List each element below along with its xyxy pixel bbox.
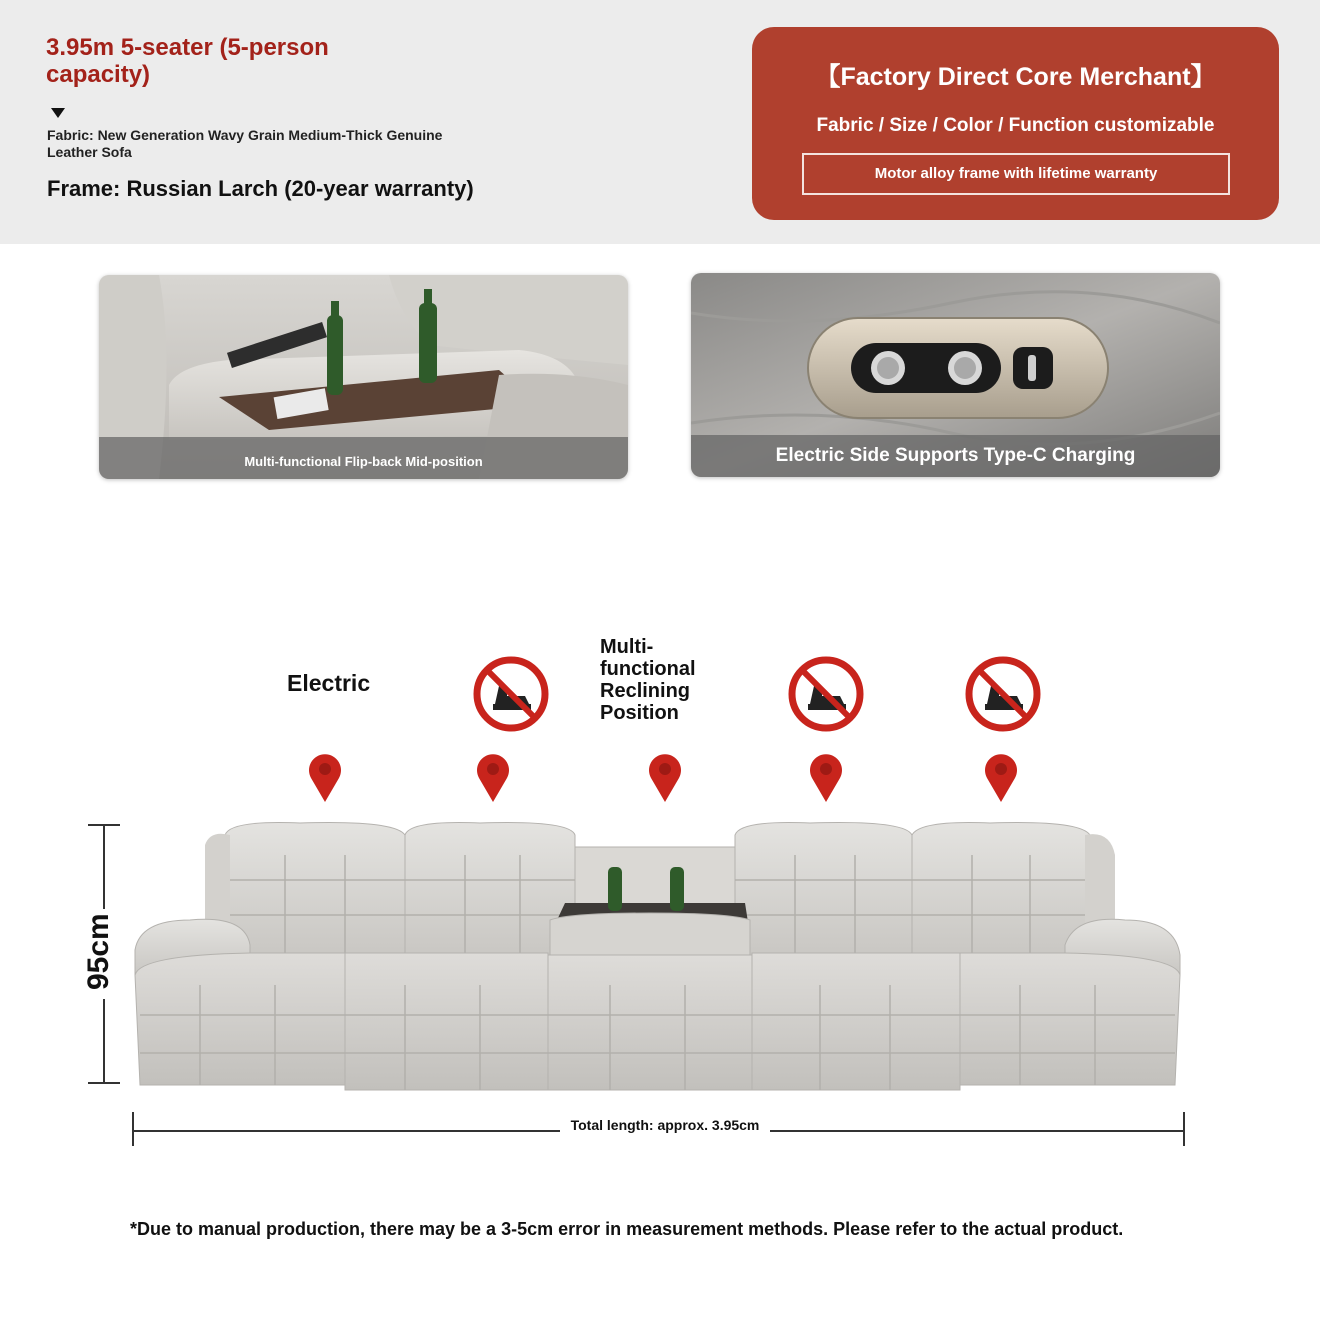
- map-pin-icon: [983, 750, 1019, 802]
- no-recline-icon: [788, 656, 864, 732]
- sofa-illustration: [130, 815, 1185, 1095]
- photo-caption: Multi-functional Flip-back Mid-position: [99, 437, 628, 479]
- no-recline-icon: [965, 656, 1041, 732]
- frame-description: Frame: Russian Larch (20-year warranty): [47, 176, 474, 201]
- map-pin-icon: [808, 750, 844, 802]
- disclaimer-note: *Due to manual production, there may be a 3-5cm error in measurement methods. Please refer to the actual product.: [130, 1219, 1124, 1239]
- map-pin-icon: [307, 750, 343, 802]
- electric-label: Electric: [287, 670, 371, 696]
- side-panel-photo: [691, 273, 1220, 477]
- fabric-description: Fabric: New Generation Wavy Grain Medium-Thick Genuine Leather Sofa: [47, 127, 443, 160]
- length-label: Total length: approx. 3.95cm: [560, 1117, 770, 1133]
- height-label: 95cm: [82, 913, 115, 990]
- product-title: 3.95m 5-seater (5-person capacity): [46, 34, 329, 88]
- flip-back-photo: [99, 275, 628, 479]
- map-pin-icon: [647, 750, 683, 802]
- badge-title: 【Factory Direct Core Merchant】: [815, 63, 1216, 91]
- map-pin-icon: [475, 750, 511, 802]
- photo-caption: Electric Side Supports Type-C Charging: [691, 435, 1220, 477]
- triangle-down-icon: [51, 108, 65, 118]
- merchant-badge: [752, 27, 1279, 220]
- header-section: [0, 0, 1320, 244]
- multi-functional-label: Multi-functional Reclining Position: [600, 636, 696, 724]
- no-recline-icon: [473, 656, 549, 732]
- badge-subtitle: Fabric / Size / Color / Function customizable: [816, 115, 1215, 136]
- badge-warranty-box: Motor alloy frame with lifetime warranty: [802, 153, 1230, 195]
